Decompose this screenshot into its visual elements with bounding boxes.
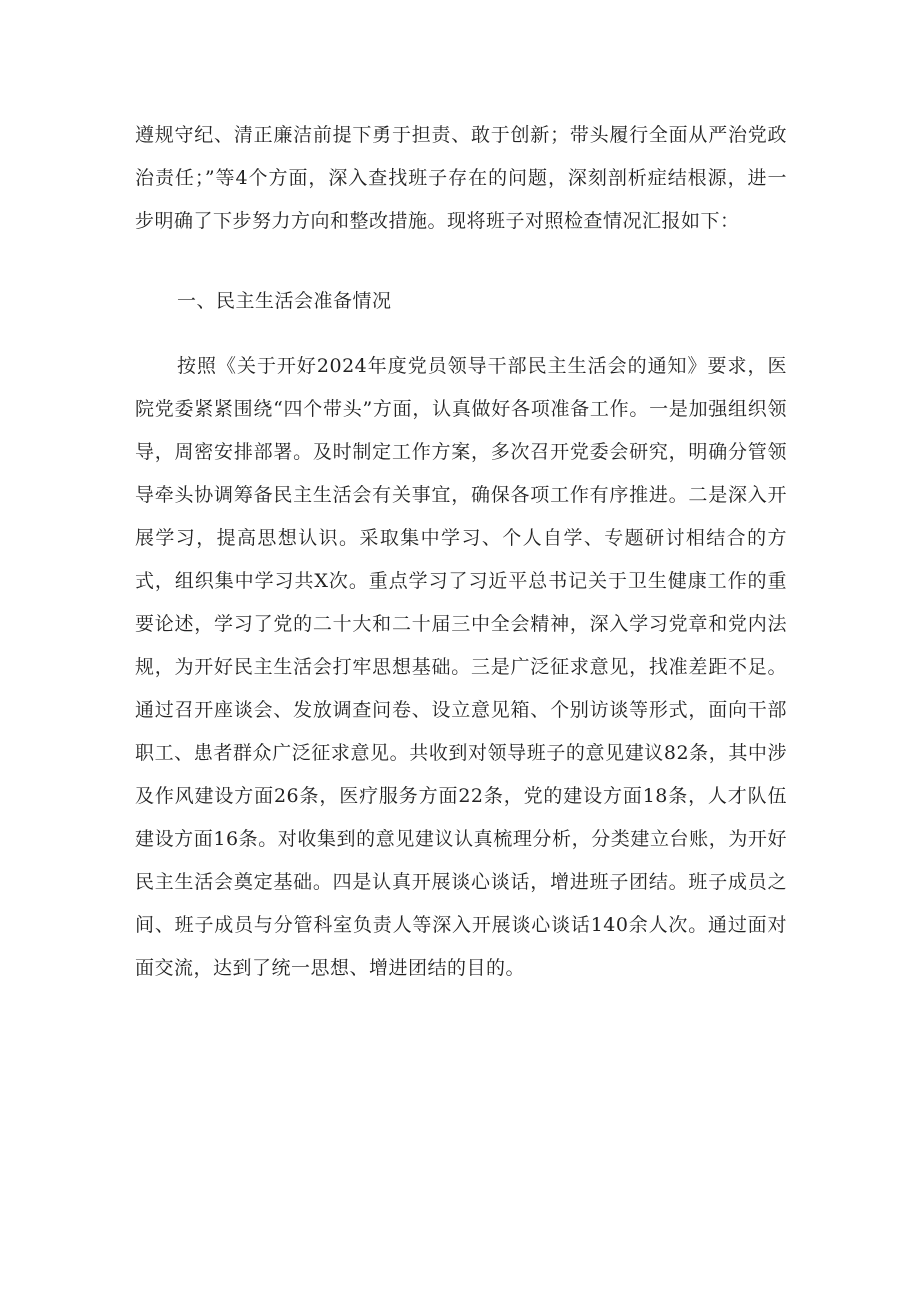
section-heading: 一、民主生活会准备情况: [177, 290, 392, 312]
body-paragraph: 按照《关于开好2024年度党员领导干部民主生活会的通知》要求，医院党委紧紧围绕“四个带头”方面，认真做好各项准备工作。一是加强组织领导，周密安排部署。及时制定工作方案，多次召开党委会研究，明确分管领导牵头协调筹备民主生活会有关事宜，确保各项工作有序推进。二是深入开展学习，提高思想认识。采取集中学习、个人自学、专题研讨相结合的方式，组织集中学习共X次。重点学习了习近平总书记关于卫生健康工作的重要论述，学习了党的二十大和二十届三中全会精神，深入学习党章和党内法规，为开好民主生活会打牢思想基础。三是广泛征求意见，找准差距不足。通过召开座谈会、发放调查问卷、设立意见箱、个别访谈等形式，面向干部职工、患者群众广泛征求意见。共收到对领导班子的意见建议82条，其中涉及作风建设方面26条，医疗服务方面22条，党的建设方面18条，人才队伍建设方面16条。对收集到的意见建议认真梳理分析，分类建立台账，为开好民主生活会奠定基础。四是认真开展谈心谈话，增进班子团结。班子成员之间、班子成员与分管科室负责人等深入开展谈心谈话140余人次。通过面对面交流，达到了统一思想、增进团结的目的。: [135, 355, 787, 979]
intro-paragraph: 遵规守纪、清正廉洁前提下勇于担责、敢于创新；带头履行全面从严治党政治责任；”等4个方面，深入查找班子存在的问题，深刻剖析症结根源，进一步明确了下步努力方向和整改措施。现将班子对照检查情况汇报如下：: [135, 124, 787, 232]
